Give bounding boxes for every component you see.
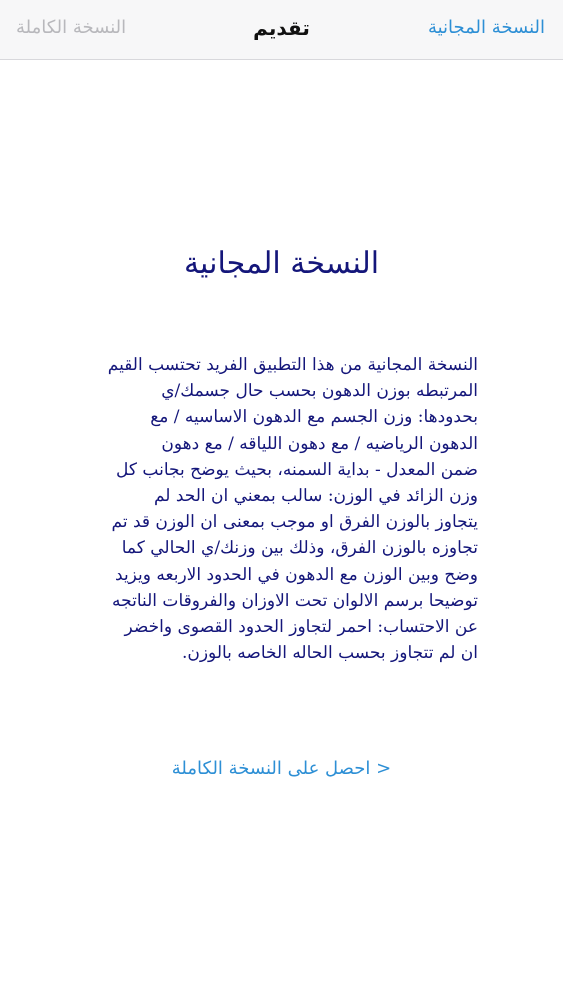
page-title: تقديم (253, 16, 310, 40)
free-version-tab[interactable]: النسخة المجانية (427, 17, 545, 38)
description-text: النسخة المجانية من هذا التطبيق الفريد تحتسب القيم المرتبطه بوزن الدهون بحسب حال جسمك/ي بحدودها: وزن الجسم مع الدهون الاساسيه / مع الدهون الرياضيه / مع دهون اللياقه / مع دهون ضمن المعدل - بداية السمنه، بحيث يوضح بجانب كل وزن الزائد في الوزن: سالب بمعني ان الحد لم يتجاوز بالوزن الفرق او موجب بمعنى ان الوزن قد تم تجاوزه بالوزن الفرق، وذلك بين وزنك/ي الحالي كما وضح وبين الوزن مع الدهون في الحدود الاربعه ويزيد توضيحا برسم الالوان تحت الاوزان والفروقات الناتجه عن الاحتساب: احمر لتجاوز الحدود القصوى واخضر ان لم تتجاوز بحسب الحاله الخاصه بالوزن. (107, 355, 478, 664)
get-full-version-link[interactable]: < احصل على النسخة الكاملة (171, 758, 392, 779)
navigation-bar (0, 0, 563, 60)
content-heading: النسخة المجانية (183, 246, 380, 281)
full-version-tab[interactable]: النسخة الكاملة (16, 17, 127, 38)
